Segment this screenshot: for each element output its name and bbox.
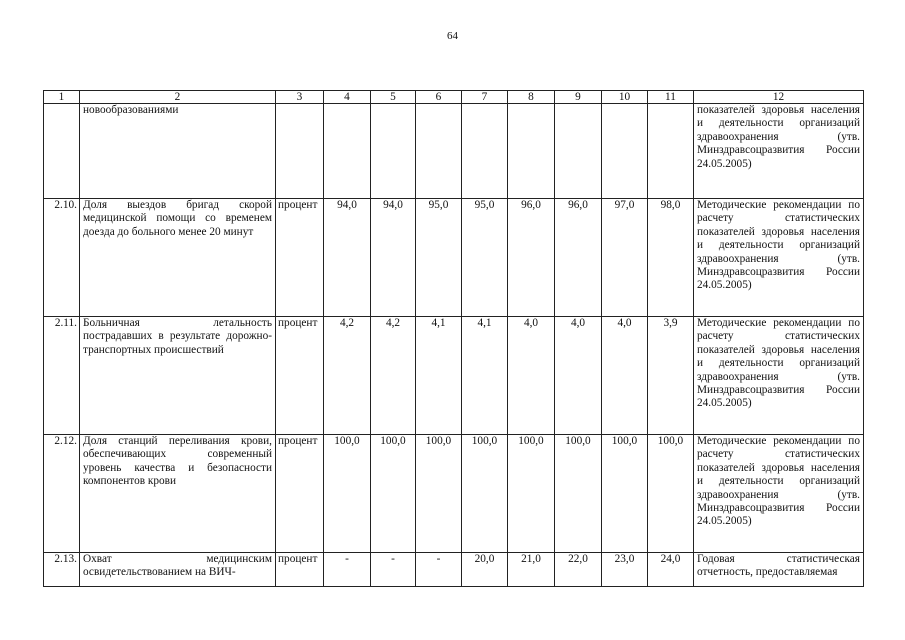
header-cell: 7	[462, 91, 508, 104]
indicator-name-cell: Больничная летальность пострадавших в результате дорожно-транспортных происшествий	[80, 317, 276, 435]
source-cell: Методические рекомендации по расчету статистических показателей здоровья населения и деятельности организаций здравоохранения (утв. Минздравсоцразвития России 24.05.2005)	[694, 199, 864, 317]
source-cell: Методические рекомендации по расчету статистических показателей здоровья населения и деятельности организаций здравоохранения (утв. Минздравсоцразвития России 24.05.2005)	[694, 435, 864, 553]
value-cell: 23,0	[602, 553, 648, 587]
unit-cell: процент	[276, 317, 324, 435]
header-cell: 11	[648, 91, 694, 104]
value-cell: 4,0	[555, 317, 602, 435]
value-cell	[324, 104, 371, 199]
value-cell: 100,0	[648, 435, 694, 553]
header-cell: 6	[416, 91, 462, 104]
source-cell: Годовая статистическая отчетность, предоставляемая	[694, 553, 864, 587]
row-number-cell: 2.10.	[44, 199, 80, 317]
table-row	[44, 435, 864, 553]
value-cell: 4,1	[416, 317, 462, 435]
unit-cell	[276, 104, 324, 199]
row-number-cell	[44, 104, 80, 199]
value-cell: 98,0	[648, 199, 694, 317]
value-cell: 4,1	[462, 317, 508, 435]
header-cell: 10	[602, 91, 648, 104]
header-cell: 8	[508, 91, 555, 104]
header-cell: 9	[555, 91, 602, 104]
value-cell: -	[324, 553, 371, 587]
value-cell	[462, 104, 508, 199]
value-cell: 4,2	[371, 317, 416, 435]
unit-cell: процент	[276, 199, 324, 317]
value-cell: 94,0	[371, 199, 416, 317]
source-cell: показателей здоровья населения и деятельности организаций здравоохранения (утв. Минздравсоцразвития России 24.05.2005)	[694, 104, 864, 199]
row-number-cell: 2.13.	[44, 553, 80, 587]
value-cell: 100,0	[508, 435, 555, 553]
value-cell: 21,0	[508, 553, 555, 587]
value-cell: 100,0	[555, 435, 602, 553]
header-cell: 2	[80, 91, 276, 104]
table-row-continuation	[44, 104, 864, 199]
value-cell: 4,0	[602, 317, 648, 435]
value-cell: 100,0	[602, 435, 648, 553]
row-number-cell: 2.12.	[44, 435, 80, 553]
value-cell: 20,0	[462, 553, 508, 587]
row-number-cell: 2.11.	[44, 317, 80, 435]
value-cell: 22,0	[555, 553, 602, 587]
unit-cell: процент	[276, 553, 324, 587]
header-row	[44, 91, 864, 104]
value-cell: -	[371, 553, 416, 587]
header-cell: 5	[371, 91, 416, 104]
value-cell: 95,0	[462, 199, 508, 317]
value-cell: 96,0	[555, 199, 602, 317]
unit-cell: процент	[276, 435, 324, 553]
header-cell: 12	[694, 91, 864, 104]
value-cell: 100,0	[462, 435, 508, 553]
indicator-table	[43, 90, 864, 587]
value-cell: -	[416, 553, 462, 587]
indicator-name-cell: новообразованиями	[80, 104, 276, 199]
table-row	[44, 199, 864, 317]
table-row	[44, 317, 864, 435]
value-cell	[508, 104, 555, 199]
value-cell	[602, 104, 648, 199]
value-cell: 95,0	[416, 199, 462, 317]
header-cell: 4	[324, 91, 371, 104]
value-cell: 100,0	[324, 435, 371, 553]
page-number: 64	[447, 30, 458, 42]
value-cell	[648, 104, 694, 199]
source-cell: Методические рекомендации по расчету статистических показателей здоровья населения и деятельности организаций здравоохранения (утв. Минздравсоцразвития России 24.05.2005)	[694, 317, 864, 435]
value-cell: 4,0	[508, 317, 555, 435]
value-cell	[371, 104, 416, 199]
value-cell	[416, 104, 462, 199]
value-cell: 100,0	[371, 435, 416, 553]
indicator-name-cell: Доля станций переливания крови, обеспечивающих современный уровень качества и безопасности компонентов крови	[80, 435, 276, 553]
value-cell: 4,2	[324, 317, 371, 435]
table-row	[44, 553, 864, 587]
indicator-name-cell: Доля выездов бригад скорой медицинской помощи со временем доезда до больного менее 20 минут	[80, 199, 276, 317]
value-cell: 24,0	[648, 553, 694, 587]
header-cell: 1	[44, 91, 80, 104]
value-cell	[555, 104, 602, 199]
header-cell: 3	[276, 91, 324, 104]
value-cell: 97,0	[602, 199, 648, 317]
value-cell: 100,0	[416, 435, 462, 553]
value-cell: 96,0	[508, 199, 555, 317]
indicator-name-cell: Охват медицинским освидетельствованием на ВИЧ-	[80, 553, 276, 587]
value-cell: 3,9	[648, 317, 694, 435]
value-cell: 94,0	[324, 199, 371, 317]
